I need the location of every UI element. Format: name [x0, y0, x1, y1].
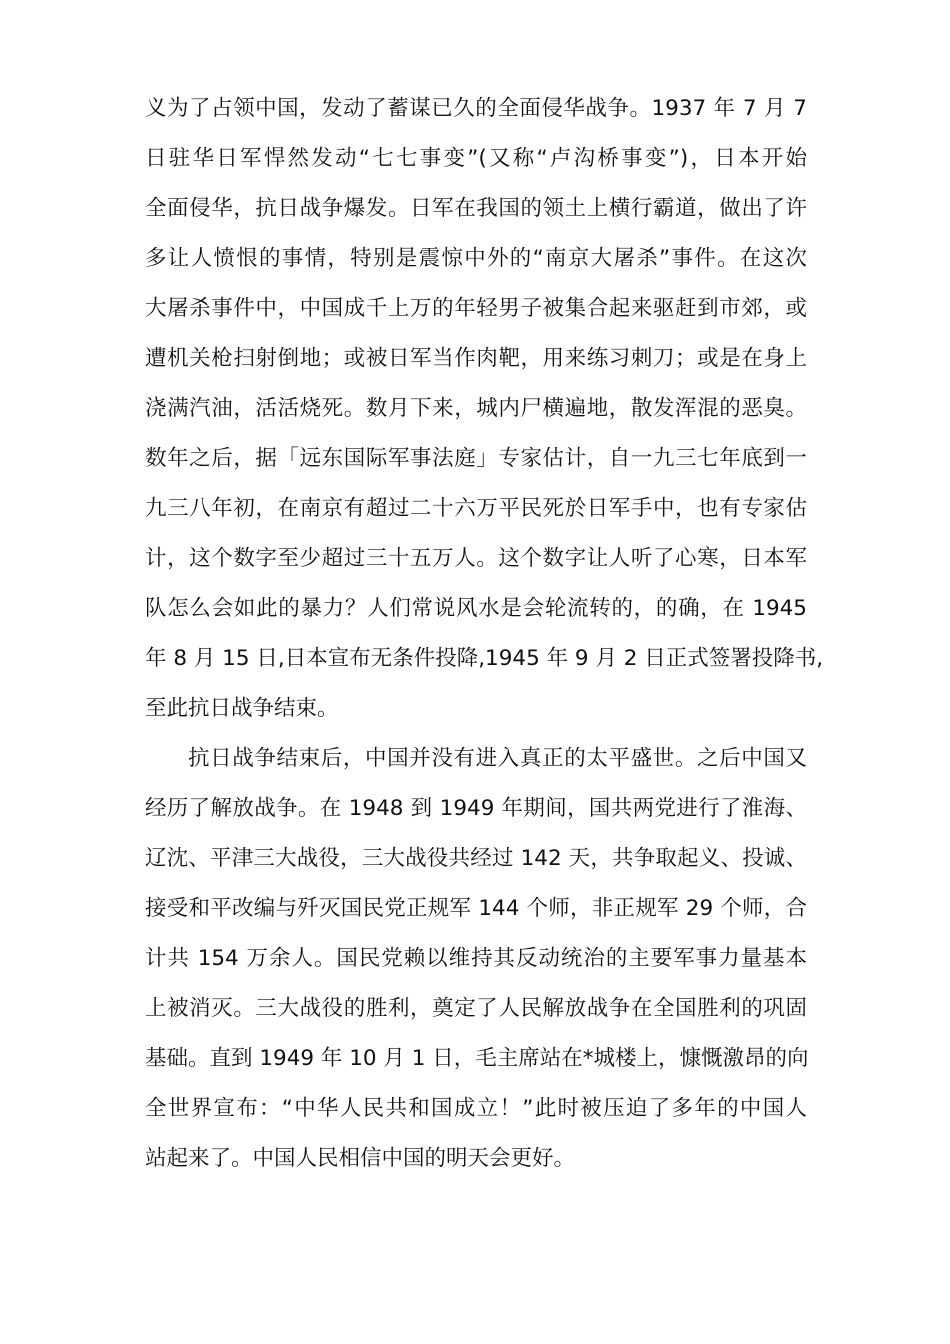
text-line: 大屠杀事件中，中国成千上万的年轻男子被集合起来驱赶到市郊，或	[145, 296, 807, 321]
text-line: 队怎么会如此的暴力？人们常说风水是会轮流转的，的确，在 1945	[145, 596, 807, 621]
text-line: 全世界宣布：“中华人民共和国成立！”此时被压迫了多年的中国人	[145, 1096, 807, 1121]
text-line: 数年之后，据「远东国际军事法庭」专家估计，自一九三七年底到一	[145, 446, 807, 471]
text-line: 遭机关枪扫射倒地；或被日军当作肉靶，用来练习刺刀；或是在身上	[145, 346, 807, 371]
text-line: 基础。直到 1949 年 10 月 1 日，毛主席站在*城楼上，慷慨激昂的向	[145, 1046, 809, 1071]
document-body	[145, 84, 824, 1184]
text-line: 多让人愤恨的事情，特别是震惊中外的“南京大屠杀”事件。在这次	[145, 246, 807, 271]
text-line: 站起来了。中国人民相信中国的明天会更好。	[145, 1146, 576, 1171]
paragraph-2	[145, 734, 807, 1184]
text-line: 上被消灭。三大战役的胜利，奠定了人民解放战争在全国胜利的巩固	[145, 996, 807, 1021]
text-line: 义为了占领中国，发动了蓄谋已久的全面侵华战争。1937 年 7 月 7	[145, 96, 807, 121]
text-line: 至此抗日战争结束。	[145, 696, 339, 721]
text-line: 九三八年初，在南京有超过二十六万平民死於日军手中，也有专家估	[145, 496, 807, 521]
text-line: 辽沈、平津三大战役，三大战役共经过 142 天，共争取起义、投诚、	[145, 846, 807, 871]
text-line: 抗日战争结束后，中国并没有进入真正的太平盛世。之后中国又	[188, 746, 807, 771]
text-line: 全面侵华，抗日战争爆发。日军在我国的领土上横行霸道，做出了许	[145, 196, 807, 221]
text-line: 经历了解放战争。在 1948 到 1949 年期间，国共两党进行了淮海、	[145, 796, 807, 821]
text-line: 年 8 月 15 日,日本宣布无条件投降,1945 年 9 月 2 日正式签署投降书,	[145, 646, 824, 671]
text-line: 计，这个数字至少超过三十五万人。这个数字让人听了心寒，日本军	[145, 546, 807, 571]
text-line: 浇满汽油，活活烧死。数月下来，城内尸横遍地，散发浑混的恶臭。	[145, 396, 807, 421]
text-line: 日驻华日军悍然发动“七七事变”(又称“卢沟桥事变”)，日本开始	[145, 146, 807, 171]
text-line: 接受和平改编与歼灭国民党正规军 144 个师，非正规军 29 个师，合	[145, 896, 807, 921]
text-line: 计共 154 万余人。国民党赖以维持其反动统治的主要军事力量基本	[145, 946, 807, 971]
paragraph-1	[145, 84, 824, 734]
